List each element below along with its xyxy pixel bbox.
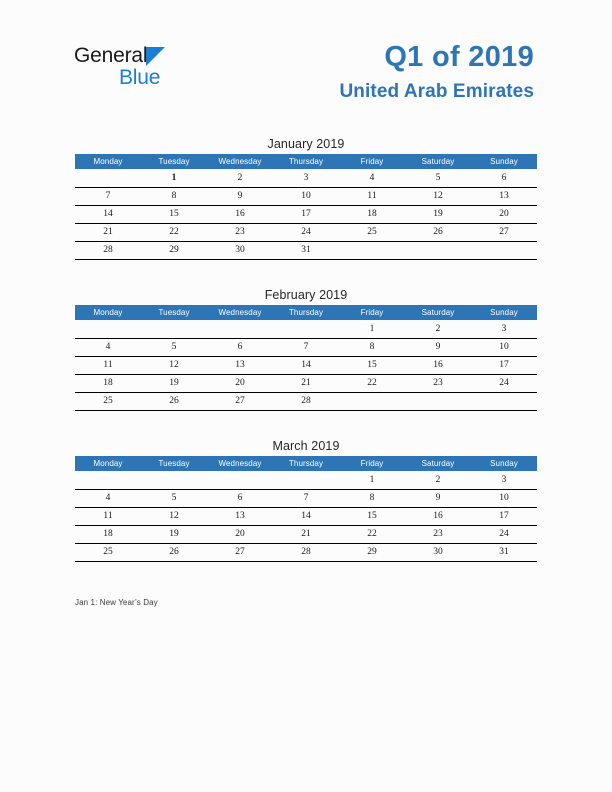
calendar-day-cell[interactable]: 15 (339, 357, 405, 375)
calendar-table (75, 456, 537, 562)
calendar-day-cell[interactable]: 14 (273, 508, 339, 526)
calendar-body (75, 169, 537, 260)
calendar-week-row (75, 490, 537, 508)
calendar-day-cell[interactable]: 31 (273, 242, 339, 260)
calendar-day-cell[interactable]: 18 (75, 526, 141, 544)
calendar-day-cell[interactable]: 24 (471, 375, 537, 393)
calendar-day-cell[interactable]: 11 (339, 188, 405, 206)
weekday-header-friday: Friday (339, 305, 405, 320)
calendar-week-row (75, 224, 537, 242)
calendar-day-cell[interactable]: 22 (339, 526, 405, 544)
footnotes-list (75, 596, 537, 609)
weekday-header-sunday: Sunday (471, 456, 537, 471)
calendar-day-cell[interactable]: 29 (141, 242, 207, 260)
calendar-day-empty (339, 242, 405, 260)
month-title: January 2019 (267, 137, 345, 151)
calendar-day-cell[interactable]: 6 (207, 339, 273, 357)
calendar-day-cell[interactable]: 28 (273, 544, 339, 562)
calendar-day-cell[interactable]: 11 (75, 508, 141, 526)
calendar-week-row (75, 339, 537, 357)
calendar-day-empty (339, 393, 405, 411)
calendar-day-cell[interactable]: 13 (471, 188, 537, 206)
weekday-header-saturday: Saturday (405, 154, 471, 169)
weekday-header-monday: Monday (75, 456, 141, 471)
calendar-day-cell[interactable]: 9 (405, 490, 471, 508)
calendar-day-cell[interactable]: 3 (471, 471, 537, 490)
calendar-day-cell[interactable]: 8 (141, 188, 207, 206)
calendar-day-cell[interactable]: 1 (339, 471, 405, 490)
calendar-day-cell[interactable]: 23 (207, 224, 273, 242)
calendar-day-cell[interactable]: 10 (471, 339, 537, 357)
weekday-header-wednesday: Wednesday (207, 456, 273, 471)
page-header (0, 0, 612, 120)
calendar-week-row (75, 188, 537, 206)
calendar-day-cell[interactable]: 21 (75, 224, 141, 242)
calendar-day-empty (471, 393, 537, 411)
calendar-day-cell[interactable]: 4 (75, 339, 141, 357)
triangle-icon (146, 47, 165, 66)
page-title: Q1 of 2019 (384, 41, 534, 73)
calendar-week-row (75, 375, 537, 393)
calendar-day-cell[interactable]: 19 (141, 526, 207, 544)
calendar-day-cell[interactable]: 15 (141, 206, 207, 224)
calendar-day-cell[interactable]: 15 (339, 508, 405, 526)
calendar-week-row (75, 471, 537, 490)
calendar-day-cell[interactable]: 19 (405, 206, 471, 224)
calendar-day-cell[interactable]: 27 (207, 544, 273, 562)
weekday-header-wednesday: Wednesday (207, 154, 273, 169)
calendar-day-empty (405, 393, 471, 411)
weekday-header-tuesday: Tuesday (141, 305, 207, 320)
calendar-day-cell[interactable]: 17 (471, 357, 537, 375)
calendar-day-empty (141, 471, 207, 490)
calendar-day-cell[interactable]: 14 (75, 206, 141, 224)
calendar-day-cell[interactable]: 2 (405, 471, 471, 490)
calendar-day-cell[interactable]: 8 (339, 490, 405, 508)
calendar-day-cell[interactable]: 18 (75, 375, 141, 393)
calendar-header-row (75, 305, 537, 320)
month-block-january (75, 136, 537, 260)
calendar-day-cell[interactable]: 8 (339, 339, 405, 357)
calendar-week-row (75, 526, 537, 544)
calendar-day-cell[interactable]: 13 (207, 508, 273, 526)
calendar-day-cell[interactable]: 9 (207, 188, 273, 206)
calendar-day-cell[interactable]: 20 (207, 526, 273, 544)
calendar-day-cell[interactable]: 16 (405, 357, 471, 375)
calendar-day-empty (405, 242, 471, 260)
calendar-day-cell[interactable]: 12 (405, 188, 471, 206)
weekday-header-tuesday: Tuesday (141, 456, 207, 471)
calendar-day-cell[interactable]: 9 (405, 339, 471, 357)
calendar-day-cell[interactable]: 10 (471, 490, 537, 508)
month-block-march (75, 438, 537, 562)
calendar-day-cell[interactable]: 14 (273, 357, 339, 375)
calendar-day-cell[interactable]: 21 (273, 375, 339, 393)
calendar-day-empty (273, 471, 339, 490)
calendar-day-cell-holiday[interactable]: 1 (141, 169, 207, 188)
calendar-day-cell[interactable]: 12 (141, 357, 207, 375)
month-title: March 2019 (272, 439, 340, 453)
weekday-header-monday: Monday (75, 305, 141, 320)
month-title: February 2019 (264, 288, 348, 302)
calendar-week-row (75, 544, 537, 562)
calendar-header-row (75, 456, 537, 471)
calendar-day-cell[interactable]: 16 (405, 508, 471, 526)
logo-line-1 (74, 44, 254, 68)
calendar-day-cell[interactable]: 23 (405, 375, 471, 393)
logo-line-2 (74, 66, 254, 90)
calendar-day-cell[interactable]: 11 (75, 357, 141, 375)
month-block-february (75, 287, 537, 411)
calendar-day-empty (273, 320, 339, 339)
weekday-header-sunday: Sunday (471, 305, 537, 320)
calendar-day-cell[interactable]: 20 (207, 375, 273, 393)
holiday-footnote: Jan 1: New Year’s Day (75, 598, 158, 607)
calendar-day-cell[interactable]: 3 (273, 169, 339, 188)
calendar-day-cell[interactable]: 13 (207, 357, 273, 375)
calendar-day-cell[interactable]: 26 (141, 393, 207, 411)
calendar-body (75, 471, 537, 562)
weekday-header-thursday: Thursday (273, 154, 339, 169)
calendar-day-cell[interactable]: 27 (471, 224, 537, 242)
calendar-day-empty (471, 242, 537, 260)
calendar-day-cell[interactable]: 2 (207, 169, 273, 188)
calendar-day-cell[interactable]: 24 (471, 526, 537, 544)
calendar-day-empty (141, 320, 207, 339)
title-block (339, 40, 534, 104)
calendar-day-cell[interactable]: 5 (141, 339, 207, 357)
calendar-day-cell[interactable]: 12 (141, 508, 207, 526)
weekday-header-saturday: Saturday (405, 456, 471, 471)
calendar-day-empty (75, 320, 141, 339)
weekday-header-thursday: Thursday (273, 305, 339, 320)
calendar-day-cell[interactable]: 2 (405, 320, 471, 339)
calendar-day-cell[interactable]: 18 (339, 206, 405, 224)
logo-text-general: General (74, 44, 148, 67)
calendar-day-empty (207, 471, 273, 490)
calendar-day-cell[interactable]: 7 (75, 188, 141, 206)
calendar-day-empty (75, 169, 141, 188)
calendar-day-cell[interactable]: 10 (273, 188, 339, 206)
weekday-header-friday: Friday (339, 456, 405, 471)
calendar-body (75, 320, 537, 411)
calendar-day-cell[interactable]: 7 (273, 490, 339, 508)
calendar-day-cell[interactable]: 5 (141, 490, 207, 508)
calendar-table (75, 154, 537, 260)
calendar-day-cell[interactable]: 16 (207, 206, 273, 224)
calendar-day-cell[interactable]: 29 (339, 544, 405, 562)
calendar-day-cell[interactable]: 25 (75, 393, 141, 411)
calendar-week-row (75, 206, 537, 224)
calendar-day-cell[interactable]: 6 (471, 169, 537, 188)
calendar-day-cell[interactable]: 17 (471, 508, 537, 526)
calendar-table (75, 305, 537, 411)
calendar-day-cell[interactable]: 3 (471, 320, 537, 339)
calendar-day-cell[interactable]: 28 (75, 242, 141, 260)
calendar-day-cell[interactable]: 20 (471, 206, 537, 224)
calendar-week-row (75, 320, 537, 339)
page-subtitle: United Arab Emirates (339, 81, 534, 102)
calendar-week-row (75, 393, 537, 411)
calendar-week-row (75, 169, 537, 188)
calendar-day-cell[interactable]: 23 (405, 526, 471, 544)
calendar-day-cell[interactable]: 22 (339, 375, 405, 393)
calendar-week-row (75, 242, 537, 260)
weekday-header-sunday: Sunday (471, 154, 537, 169)
weekday-header-friday: Friday (339, 154, 405, 169)
calendar-week-row (75, 508, 537, 526)
brand-logo[interactable] (74, 44, 254, 92)
calendar-day-empty (207, 320, 273, 339)
calendar-day-cell[interactable]: 30 (207, 242, 273, 260)
calendar-day-cell[interactable]: 27 (207, 393, 273, 411)
calendar-day-cell[interactable]: 1 (339, 320, 405, 339)
calendar-day-cell[interactable]: 4 (75, 490, 141, 508)
weekday-header-monday: Monday (75, 154, 141, 169)
weekday-header-thursday: Thursday (273, 456, 339, 471)
calendar-header-row (75, 154, 537, 169)
calendar-day-cell[interactable]: 17 (273, 206, 339, 224)
calendar-day-cell[interactable]: 26 (405, 224, 471, 242)
calendar-day-cell[interactable]: 25 (75, 544, 141, 562)
weekday-header-wednesday: Wednesday (207, 305, 273, 320)
weekday-header-tuesday: Tuesday (141, 154, 207, 169)
calendar-day-cell[interactable]: 5 (405, 169, 471, 188)
calendar-day-cell[interactable]: 25 (339, 224, 405, 242)
calendar-day-cell[interactable]: 4 (339, 169, 405, 188)
calendar-day-cell[interactable]: 24 (273, 224, 339, 242)
calendar-day-cell[interactable]: 6 (207, 490, 273, 508)
logo-text-blue: Blue (119, 66, 161, 89)
calendar-day-cell[interactable]: 26 (141, 544, 207, 562)
calendar-day-cell[interactable]: 31 (471, 544, 537, 562)
calendar-day-cell[interactable]: 21 (273, 526, 339, 544)
calendar-day-cell[interactable]: 19 (141, 375, 207, 393)
calendar-day-cell[interactable]: 30 (405, 544, 471, 562)
calendar-day-cell[interactable]: 28 (273, 393, 339, 411)
calendar-day-cell[interactable]: 22 (141, 224, 207, 242)
weekday-header-saturday: Saturday (405, 305, 471, 320)
calendar-day-cell[interactable]: 7 (273, 339, 339, 357)
calendar-week-row (75, 357, 537, 375)
calendar-day-empty (75, 471, 141, 490)
